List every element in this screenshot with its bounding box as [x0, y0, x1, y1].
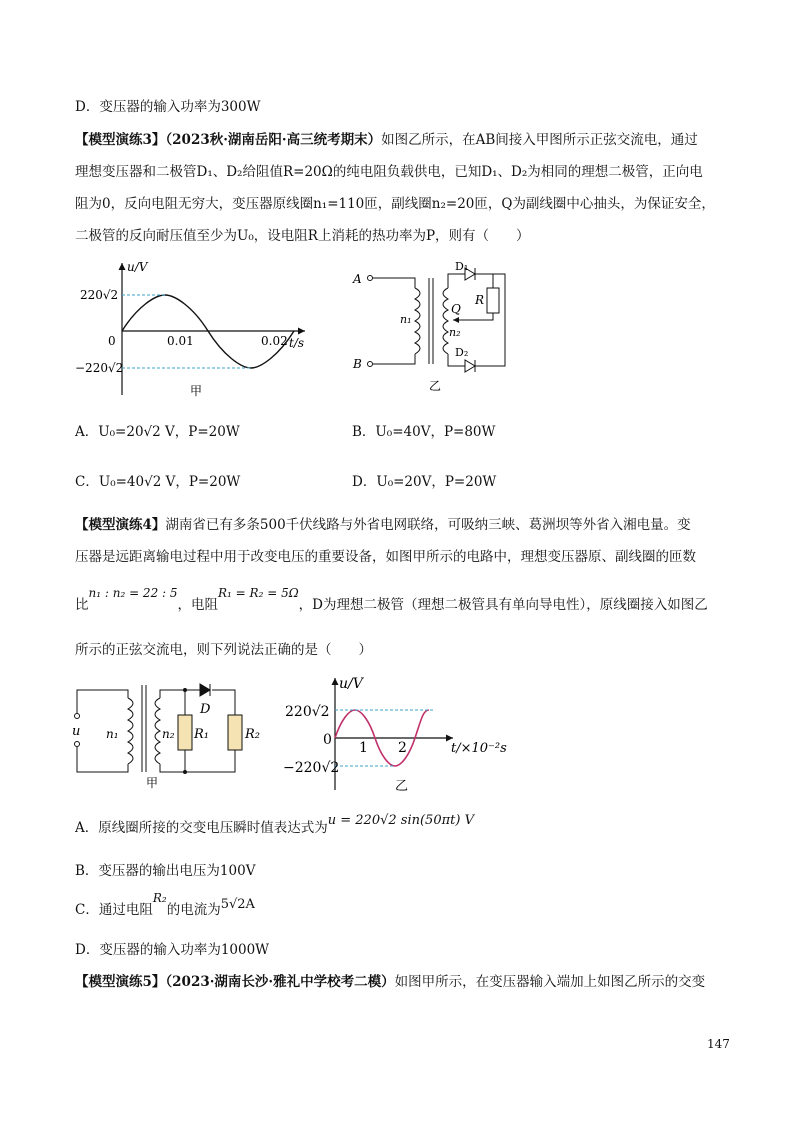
- terminal-a-label: A: [353, 272, 362, 286]
- d1-label: D₁: [455, 260, 469, 273]
- n2-label: n₂: [449, 326, 461, 339]
- q3-circuit: [345, 258, 520, 398]
- q4-option-a: [75, 813, 474, 839]
- q4-sine-graph: [283, 672, 513, 797]
- y-top-label: 220√2: [285, 704, 330, 720]
- q3-option-b: B．U₀=40V，P=80W: [352, 424, 496, 440]
- q3-tag: 【模型演练3】: [75, 132, 166, 148]
- q4-option-d: D．变压器的输入功率为1000W: [75, 942, 270, 958]
- d-label: D: [200, 702, 211, 717]
- q3-line-1: [75, 130, 698, 150]
- q4-ratio-prefix: 比: [75, 597, 89, 613]
- caption-jia: 甲: [146, 776, 159, 790]
- n1-label: n₁: [106, 727, 119, 741]
- page-number: 147: [707, 1037, 730, 1051]
- q4-text-1: 湖南省已有多条500千伏线路与外省电网联络，可吸纳三峡、葛洲坝等外省入湘电量。变: [165, 517, 691, 533]
- q5-tag: 【模型演练5】: [75, 974, 166, 990]
- q3-option-c: C．U₀=40√2 V，P=20W: [75, 474, 241, 490]
- q3-option-a: A．U₀=20√2 V，P=20W: [75, 424, 240, 440]
- q4-option-c: [75, 891, 255, 921]
- input-terminal-bottom: [75, 742, 80, 747]
- q4-option-c-resistor: R₂: [152, 891, 167, 905]
- y-top-label: 220√2: [80, 288, 119, 302]
- secondary-coil: [443, 288, 448, 354]
- q3-text-1: 如图乙所示，在AB间接入甲图所示正弦交流电，通过: [381, 132, 698, 148]
- q4-text-3: ，D为理想二极管（理想二极管具有单向导电性），原线圈接入如图乙: [298, 597, 708, 613]
- y-bottom-label: −220√2: [75, 361, 124, 375]
- q3-option-d: D．U₀=20V，P=20W: [352, 474, 497, 490]
- x-tick-2: 2: [398, 740, 407, 756]
- q4-option-a-equation: u = 220√2 sin(50πt) V: [327, 813, 474, 828]
- diode-d: [200, 684, 210, 696]
- resistor-r2: [228, 715, 242, 750]
- q3-text-4: 二极管的反向耐压值至少为U₀，设电阻R上消耗的热功率为P，则有（ ）: [75, 228, 530, 244]
- r-label: R: [475, 293, 485, 307]
- q3-source: （2023秋·湖南岳阳·高三统考期末）: [165, 132, 382, 148]
- diode-d2: [465, 360, 475, 372]
- x-label: t/×10⁻²s: [451, 741, 507, 756]
- q5-line-1: [75, 972, 705, 992]
- primary-coil: [415, 288, 420, 354]
- r2-label: R₂: [245, 727, 260, 742]
- q4-ratio: n₁ : n₂ = 22 : 5: [88, 586, 178, 600]
- q3-sine-graph: [75, 255, 315, 400]
- n2-label: n₂: [162, 727, 175, 741]
- q4-circuit: [70, 680, 270, 790]
- q4-tag: 【模型演练4】: [75, 517, 166, 533]
- r1-label: R₁: [194, 727, 209, 742]
- resistor-r1: [178, 715, 192, 750]
- x-label: t/s: [289, 336, 305, 350]
- q-label: Q: [451, 302, 461, 316]
- secondary-coil: [155, 698, 160, 764]
- q4-option-b: B．变压器的输出电压为100V: [75, 863, 256, 879]
- q4-text-4: 所示的正弦交流电，则下列说法正确的是（ ）: [75, 642, 372, 658]
- q4-option-a-text: A．原线圈所接的交变电压瞬时值表达式为: [75, 820, 328, 836]
- y-bottom-label: −220√2: [283, 760, 340, 776]
- q4-res: R₁ = R₂ = 5Ω: [218, 586, 299, 600]
- u-label: u: [72, 724, 81, 739]
- n1-label: n₁: [400, 313, 412, 326]
- d2-label: D₂: [455, 346, 469, 359]
- q5-text-1: 如图甲所示，在变压器输入端加上如图乙所示的交变: [394, 974, 706, 990]
- terminal-b: [368, 362, 373, 367]
- q4-option-c-text: C．通过电阻: [75, 902, 153, 918]
- y-label: u/V: [127, 260, 148, 274]
- center-tap-arrow: [453, 317, 459, 323]
- prev-option-d: D．变压器的输入功率为300W: [75, 99, 261, 115]
- q4-line-1: [75, 515, 691, 535]
- terminal-b-label: B: [353, 357, 362, 371]
- q4-text-2: 压器是远距离输电过程中用于改变电压的重要设备，如图甲所示的电路中，理想变压器原、副线圈的匝数: [75, 549, 696, 565]
- resistor-r: [487, 288, 499, 313]
- caption-yi: 乙: [429, 379, 442, 393]
- q4-option-c-value: 5√2A: [220, 897, 255, 912]
- origin-label: 0: [108, 334, 116, 348]
- y-label: u/V: [339, 676, 363, 692]
- x-tick-1: 1: [359, 740, 368, 756]
- q3-text-3: 阻为0，反向电阻无穷大，变压器原线圈n₁=110匝，副线圈n₂=20匝，Q为副线圈中心抽头，为保证安全，: [75, 196, 715, 212]
- node-bottom: [183, 770, 187, 774]
- terminal-a: [368, 276, 373, 281]
- x-tick-2: 0.02: [261, 334, 288, 348]
- caption-yi: 乙: [395, 779, 409, 794]
- q4-res-prefix: ，电阻: [177, 597, 219, 613]
- origin-label: 0: [323, 732, 332, 748]
- primary-coil: [128, 698, 133, 764]
- q3-text-2: 理想变压器和二极管D₁、D₂给阻值R=20Ω的纯电阻负载供电，已知D₁、D₂为相同的理想二极管，正向电: [75, 164, 703, 180]
- caption-jia: 甲: [190, 384, 203, 398]
- primary-wires: [77, 690, 128, 772]
- q4-option-c-mid: 的电流为: [166, 902, 221, 918]
- input-terminal-top: [75, 714, 80, 719]
- q5-source: （2023·湖南长沙·雅礼中学校考二模）: [165, 974, 395, 990]
- node-top: [183, 688, 187, 692]
- q4-line-3: [75, 586, 708, 615]
- x-tick-1: 0.01: [167, 334, 194, 348]
